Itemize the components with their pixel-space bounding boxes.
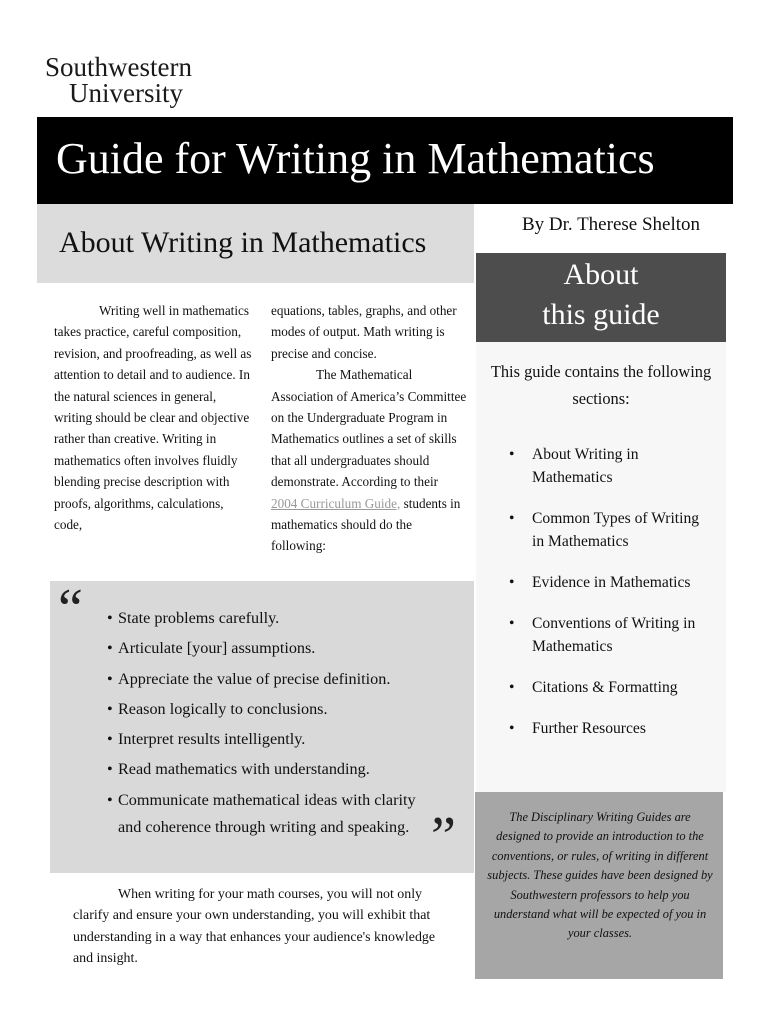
skill-item: • Reason logically to conclusions.: [107, 696, 417, 724]
section-item-further-resources: • Further Resources: [509, 717, 714, 740]
body-column-1: [54, 300, 252, 535]
section-item-common-types: • Common Types of Writing in Mathematics: [509, 507, 714, 553]
maa-text-after-link: students in mathematics should do the following:: [271, 495, 461, 554]
skills-list: [107, 605, 417, 845]
disclaimer-text: The Disciplinary Writing Guides are designed to provide an introduction to the conventions, or rules, of writing in different subjects. These guides have been designed by Southwestern professors to help you understand what will be expected of you in your classes.: [487, 810, 713, 941]
university-logo: [45, 54, 192, 106]
about-section-heading: About Writing in Mathematics: [59, 226, 427, 259]
document-title: Guide for Writing in Mathematics: [56, 134, 655, 183]
skill-item: • Communicate mathematical ideas with clarity and coherence through writing and speaking.: [107, 787, 417, 842]
about-guide-header: [476, 253, 726, 342]
skills-quote-box: [50, 578, 474, 873]
skill-item: • Read mathematics with understanding.: [107, 756, 417, 784]
maa-paragraph: [271, 364, 467, 557]
title-banner: [37, 117, 733, 204]
guide-intro-text: This guide contains the following sections:: [490, 362, 712, 408]
close-quote-mark: ”: [431, 806, 456, 868]
disclaimer-box: [475, 792, 723, 979]
author-byline: By Dr. Therese Shelton: [522, 214, 701, 235]
skill-item: • Appreciate the value of precise definition.: [107, 666, 417, 694]
guide-contents-panel: [476, 342, 726, 792]
section-item-citations: • Citations & Formatting: [509, 676, 714, 699]
logo-line-1: Southwestern: [45, 52, 192, 82]
about-guide-title-line-1: About: [563, 258, 639, 291]
section-item-evidence: • Evidence in Mathematics: [509, 571, 714, 594]
maa-text-before-link: The Mathematical Association of America’s Committee on the Undergraduate Program in Mathematics outlines a set of skills that all undergraduates should demonstrate. According to their: [271, 367, 467, 490]
body-column-2: [271, 300, 467, 557]
open-quote-mark: “: [58, 578, 83, 640]
about-guide-title-line-2: this guide: [542, 298, 660, 331]
skill-item: • State problems carefully.: [107, 605, 417, 633]
guide-sections-list: [509, 443, 714, 758]
intro-paragraph: Writing well in mathematics takes practice, careful composition, revision, and proofreading, as well as attention to detail and to audience. In the natural sciences in general, writing should be clear and objective rather than creative. Writing in mathematics often involves fluidly blending precise description with proofs, algorithms, calculations, code,: [54, 303, 252, 533]
logo-line-2: University: [69, 78, 183, 108]
about-section-header: [37, 204, 474, 283]
skill-item: • Articulate [your] assumptions.: [107, 635, 417, 663]
curriculum-guide-link[interactable]: 2004 Curriculum Guide,: [271, 495, 401, 511]
intro-paragraph-continued: equations, tables, graphs, and other modes of output. Math writing is precise and concise.: [271, 303, 457, 361]
section-item-conventions: • Conventions of Writing in Mathematics: [509, 612, 714, 658]
section-item-about-writing: • About Writing in Mathematics: [509, 443, 714, 489]
skill-item: • Interpret results intelligently.: [107, 726, 417, 754]
closing-paragraph: When writing for your math courses, you will not only clarify and ensure your own understanding, you will exhibit that understanding in a way that enhances your audience's knowledge and insight.: [73, 887, 435, 967]
